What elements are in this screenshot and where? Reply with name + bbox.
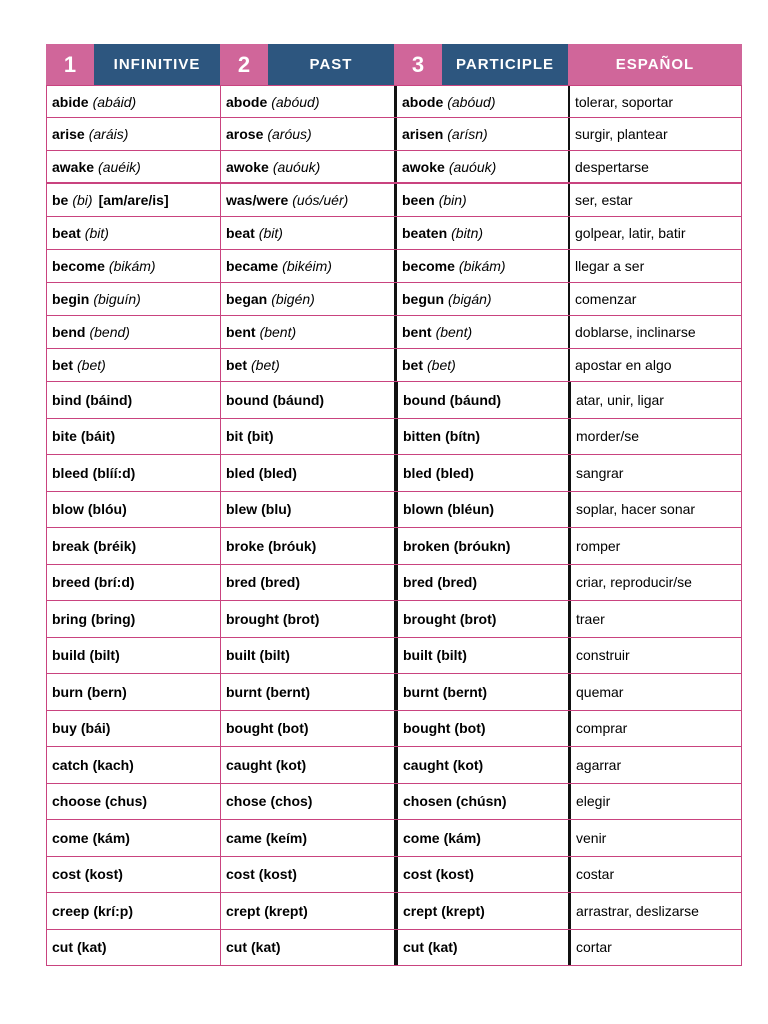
infinitive-cell	[46, 151, 220, 182]
spanish-cell: soplar, hacer sonar	[568, 492, 742, 528]
past-pronunciation: (blu)	[261, 501, 292, 518]
infinitive-word: begin	[52, 291, 90, 307]
past-cell	[220, 283, 394, 315]
participle-word: bent	[402, 324, 432, 340]
participle-pronunciation: (bernt)	[442, 683, 488, 700]
past-word: broke	[226, 537, 265, 554]
participle-cell	[394, 283, 568, 315]
past-pronunciation: (chos)	[270, 793, 313, 810]
past-pronunciation: (bernt)	[265, 683, 311, 700]
participle-cell	[394, 930, 568, 966]
spanish-cell: comprar	[568, 711, 742, 747]
participle-word: come	[403, 829, 440, 846]
table-row	[46, 419, 742, 456]
past-pronunciation: (bilt)	[259, 647, 290, 664]
infinitive-cell	[46, 747, 220, 783]
participle-cell	[394, 711, 568, 747]
participle-pronunciation: (bikám)	[458, 258, 506, 274]
past-cell	[220, 217, 394, 249]
participle-cell	[394, 316, 568, 348]
past-word: crept	[226, 902, 261, 919]
spanish-cell: agarrar	[568, 747, 742, 783]
spanish-cell: construir	[568, 638, 742, 674]
past-word: bound	[226, 391, 269, 408]
infinitive-cell	[46, 565, 220, 601]
participle-cell	[394, 893, 568, 929]
infinitive-cell	[46, 118, 220, 150]
participle-word: burnt	[403, 683, 439, 700]
table-row	[46, 747, 742, 784]
infinitive-pronunciation: (blóu)	[87, 501, 127, 518]
infinitive-pronunciation: (bréik)	[93, 537, 137, 554]
table-row	[46, 930, 742, 967]
infinitive-word: breed	[52, 574, 91, 591]
past-word: bought	[226, 720, 274, 737]
infinitive-word: come	[52, 829, 89, 846]
table-row	[46, 638, 742, 675]
spanish-cell: sangrar	[568, 455, 742, 491]
participle-pronunciation: (bred)	[437, 574, 478, 591]
participle-cell	[394, 184, 568, 216]
participle-word: caught	[403, 756, 449, 773]
infinitive-cell	[46, 86, 220, 117]
infinitive-pronunciation: (brí:d)	[94, 574, 135, 591]
infinitive-word: break	[52, 537, 90, 554]
spanish-cell: morder/se	[568, 419, 742, 455]
past-word: beat	[226, 225, 255, 241]
infinitive-cell	[46, 349, 220, 381]
participle-pronunciation: (abóud)	[447, 93, 496, 110]
participle-pronunciation: (bróukn)	[453, 537, 511, 554]
infinitive-pronunciation: (bring)	[91, 610, 136, 627]
infinitive-word: bring	[52, 610, 87, 627]
past-word: bled	[226, 464, 255, 481]
verb-table	[46, 44, 742, 966]
past-pronunciation: (keím)	[265, 829, 308, 846]
infinitive-pronunciation: (kost)	[84, 866, 123, 883]
past-cell	[220, 857, 394, 893]
participle-word: crept	[403, 902, 438, 919]
past-pronunciation: (bet)	[251, 357, 280, 373]
past-pronunciation: (bigén)	[271, 291, 315, 307]
table-row	[46, 151, 742, 184]
participle-pronunciation: (bigán)	[448, 291, 492, 307]
spanish-cell: romper	[568, 528, 742, 564]
participle-word: awoke	[402, 158, 445, 175]
participle-cell	[394, 217, 568, 249]
participle-cell	[394, 86, 568, 117]
spanish-cell: despertarse	[568, 151, 742, 182]
infinitive-cell	[46, 857, 220, 893]
past-word: abode	[226, 93, 268, 110]
table-row	[46, 118, 742, 151]
table-row	[46, 565, 742, 602]
participle-word: cut	[403, 939, 424, 956]
past-word: awoke	[226, 158, 269, 175]
table-row	[46, 250, 742, 283]
participle-word: been	[402, 192, 435, 208]
table-row	[46, 492, 742, 529]
past-cell	[220, 382, 394, 418]
table-row	[46, 820, 742, 857]
participle-pronunciation: (auóuk)	[448, 158, 497, 175]
past-cell	[220, 638, 394, 674]
participle-cell	[394, 419, 568, 455]
infinitive-pronunciation: (aráis)	[88, 126, 129, 142]
past-cell	[220, 674, 394, 710]
past-word: caught	[226, 756, 272, 773]
infinitive-word: abide	[52, 93, 89, 110]
participle-word: begun	[402, 291, 444, 307]
past-pronunciation: (bent)	[259, 324, 297, 340]
participle-word: become	[402, 258, 455, 274]
past-pronunciation: (bit)	[247, 428, 274, 445]
participle-pronunciation: (bent)	[435, 324, 473, 340]
past-cell	[220, 930, 394, 966]
col2-number: 2	[220, 44, 268, 85]
participle-pronunciation: (bitn)	[451, 225, 484, 241]
spanish-cell: arrastrar, deslizarse	[568, 893, 742, 929]
infinitive-word: awake	[52, 158, 95, 175]
past-pronunciation: (kost)	[258, 866, 297, 883]
infinitive-word: bind	[52, 391, 82, 408]
past-cell	[220, 492, 394, 528]
infinitive-word: bet	[52, 357, 73, 373]
spanish-cell: tolerar, soportar	[568, 86, 742, 117]
participle-pronunciation: (bítn)	[445, 428, 481, 445]
past-cell	[220, 784, 394, 820]
participle-pronunciation: (arísn)	[447, 126, 488, 142]
past-pronunciation: (bot)	[277, 720, 309, 737]
past-cell	[220, 419, 394, 455]
past-pronunciation: (bred)	[260, 574, 301, 591]
infinitive-word: creep	[52, 902, 90, 919]
participle-cell	[394, 349, 568, 381]
infinitive-pronunciation: (bet)	[77, 357, 106, 373]
table-row	[46, 857, 742, 894]
participle-cell	[394, 747, 568, 783]
infinitive-cell	[46, 382, 220, 418]
participle-word: chosen	[403, 793, 453, 810]
participle-cell	[394, 528, 568, 564]
participle-pronunciation: (kost)	[435, 866, 474, 883]
past-word: chose	[226, 793, 267, 810]
infinitive-pronunciation: (chus)	[105, 793, 148, 810]
table-row	[46, 217, 742, 250]
infinitive-cell	[46, 893, 220, 929]
infinitive-pronunciation: (bái)	[80, 720, 111, 737]
spanish-cell: golpear, latir, batir	[568, 217, 742, 249]
participle-cell	[394, 857, 568, 893]
past-cell	[220, 86, 394, 117]
past-cell	[220, 747, 394, 783]
infinitive-pronunciation: (blíí:d)	[92, 464, 136, 481]
infinitive-pronunciation: (báit)	[80, 428, 116, 445]
participle-pronunciation: (kat)	[428, 939, 458, 956]
past-pronunciation: (kat)	[251, 939, 281, 956]
participle-word: bred	[403, 574, 434, 591]
participle-pronunciation: (bléun)	[447, 501, 495, 518]
participle-pronunciation: (krept)	[441, 902, 485, 919]
spanish-cell: traer	[568, 601, 742, 637]
col3-number: 3	[394, 44, 442, 85]
past-word: came	[226, 829, 262, 846]
participle-pronunciation: (bet)	[427, 357, 456, 373]
past-cell	[220, 250, 394, 282]
past-word: was/were	[226, 192, 289, 208]
infinitive-cell	[46, 184, 220, 216]
infinitive-word: arise	[52, 126, 85, 142]
participle-cell	[394, 151, 568, 182]
past-pronunciation: (bróuk)	[268, 537, 317, 554]
participle-cell	[394, 638, 568, 674]
col2-label: PAST	[268, 44, 394, 85]
past-pronunciation: (báund)	[272, 391, 325, 408]
past-cell	[220, 820, 394, 856]
past-word: bred	[226, 574, 257, 591]
infinitive-cell	[46, 316, 220, 348]
table-row	[46, 382, 742, 419]
infinitive-cell	[46, 455, 220, 491]
col1-number: 1	[46, 44, 94, 85]
spanish-cell: costar	[568, 857, 742, 893]
infinitive-pronunciation: (bilt)	[89, 647, 120, 664]
participle-word: brought	[403, 610, 456, 627]
infinitive-cell	[46, 250, 220, 282]
past-pronunciation: (aróus)	[267, 126, 312, 142]
past-word: blew	[226, 501, 258, 518]
past-cell	[220, 316, 394, 348]
past-cell	[220, 184, 394, 216]
infinitive-conjugation: [am/are/is]	[98, 192, 169, 208]
infinitive-cell	[46, 784, 220, 820]
infinitive-pronunciation: (báind)	[85, 391, 133, 408]
participle-word: broken	[403, 537, 450, 554]
participle-cell	[394, 118, 568, 150]
past-cell	[220, 349, 394, 381]
infinitive-word: beat	[52, 225, 81, 241]
past-pronunciation: (kot)	[275, 756, 307, 773]
spanish-cell: elegir	[568, 784, 742, 820]
infinitive-pronunciation: (auéik)	[98, 158, 141, 175]
past-word: bent	[226, 324, 256, 340]
infinitive-pronunciation: (krí:p)	[93, 902, 134, 919]
infinitive-cell	[46, 419, 220, 455]
spanish-cell: comenzar	[568, 283, 742, 315]
past-cell	[220, 893, 394, 929]
participle-pronunciation: (bilt)	[436, 647, 467, 664]
participle-word: bought	[403, 720, 451, 737]
spanish-cell: ser, estar	[568, 184, 742, 216]
past-word: burnt	[226, 683, 262, 700]
spanish-cell: surgir, plantear	[568, 118, 742, 150]
past-pronunciation: (auóuk)	[272, 158, 321, 175]
infinitive-cell	[46, 528, 220, 564]
table-row	[46, 711, 742, 748]
table-row	[46, 349, 742, 382]
infinitive-pronunciation: (bikám)	[108, 258, 156, 274]
infinitive-word: be	[52, 192, 69, 208]
participle-pronunciation: (bot)	[454, 720, 486, 737]
past-word: became	[226, 258, 279, 274]
spanish-cell: atar, unir, ligar	[568, 382, 742, 418]
col3-label: PARTICIPLE	[442, 44, 568, 85]
infinitive-word: bend	[52, 324, 86, 340]
participle-pronunciation: (chúsn)	[456, 793, 507, 810]
participle-word: blown	[403, 501, 444, 518]
past-word: bit	[226, 428, 244, 445]
participle-pronunciation: (bin)	[438, 192, 467, 208]
table-row	[46, 784, 742, 821]
past-cell	[220, 455, 394, 491]
participle-word: arisen	[402, 126, 444, 142]
participle-cell	[394, 820, 568, 856]
infinitive-word: bleed	[52, 464, 89, 481]
past-pronunciation: (abóud)	[271, 93, 320, 110]
participle-word: cost	[403, 866, 432, 883]
spanish-cell: criar, reproducir/se	[568, 565, 742, 601]
past-word: began	[226, 291, 268, 307]
participle-cell	[394, 565, 568, 601]
past-pronunciation: (brot)	[282, 610, 320, 627]
participle-cell	[394, 784, 568, 820]
past-cell	[220, 565, 394, 601]
table-row	[46, 455, 742, 492]
participle-pronunciation: (báund)	[449, 391, 502, 408]
past-pronunciation: (krept)	[264, 902, 308, 919]
infinitive-word: burn	[52, 683, 84, 700]
infinitive-word: catch	[52, 756, 89, 773]
infinitive-cell	[46, 711, 220, 747]
table-row	[46, 184, 742, 217]
spanish-cell: doblarse, inclinarse	[568, 316, 742, 348]
infinitive-pronunciation: (bit)	[84, 225, 109, 241]
past-cell	[220, 118, 394, 150]
table-row	[46, 316, 742, 349]
infinitive-cell	[46, 217, 220, 249]
spanish-cell: venir	[568, 820, 742, 856]
spanish-cell: apostar en algo	[568, 349, 742, 381]
participle-word: abode	[402, 93, 444, 110]
past-word: cost	[226, 866, 255, 883]
past-cell	[220, 711, 394, 747]
table-header	[46, 44, 742, 85]
infinitive-pronunciation: (kach)	[92, 756, 134, 773]
participle-pronunciation: (bled)	[435, 464, 474, 481]
participle-word: bitten	[403, 428, 442, 445]
participle-cell	[394, 492, 568, 528]
infinitive-pronunciation: (bi)	[72, 192, 93, 208]
infinitive-cell	[46, 820, 220, 856]
participle-word: bound	[403, 391, 446, 408]
participle-cell	[394, 674, 568, 710]
infinitive-pronunciation: (abáid)	[92, 93, 137, 110]
infinitive-word: blow	[52, 501, 84, 518]
participle-cell	[394, 455, 568, 491]
spanish-cell: cortar	[568, 930, 742, 966]
col4-label: ESPAÑOL	[568, 44, 742, 85]
infinitive-cell	[46, 674, 220, 710]
infinitive-pronunciation: (kám)	[92, 829, 130, 846]
past-cell	[220, 601, 394, 637]
past-pronunciation: (bled)	[258, 464, 297, 481]
table-row	[46, 85, 742, 118]
table-row	[46, 601, 742, 638]
table-row	[46, 674, 742, 711]
infinitive-word: cut	[52, 939, 73, 956]
infinitive-pronunciation: (bern)	[87, 683, 127, 700]
past-pronunciation: (bit)	[258, 225, 283, 241]
spanish-cell: quemar	[568, 674, 742, 710]
past-pronunciation: (uós/uér)	[292, 192, 349, 208]
participle-pronunciation: (kot)	[452, 756, 484, 773]
table-row	[46, 528, 742, 565]
infinitive-cell	[46, 283, 220, 315]
infinitive-word: choose	[52, 793, 102, 810]
past-word: built	[226, 647, 256, 664]
infinitive-pronunciation: (biguín)	[93, 291, 141, 307]
past-cell	[220, 528, 394, 564]
infinitive-word: bite	[52, 428, 77, 445]
participle-pronunciation: (kám)	[443, 829, 481, 846]
past-word: cut	[226, 939, 247, 956]
spanish-cell: llegar a ser	[568, 250, 742, 282]
participle-word: bled	[403, 464, 432, 481]
table-body	[46, 85, 742, 966]
past-word: bet	[226, 357, 247, 373]
past-word: brought	[226, 610, 279, 627]
col1-label: INFINITIVE	[94, 44, 220, 85]
infinitive-pronunciation: (kat)	[77, 939, 107, 956]
infinitive-pronunciation: (bend)	[89, 324, 130, 340]
past-word: arose	[226, 126, 264, 142]
participle-cell	[394, 250, 568, 282]
infinitive-cell	[46, 638, 220, 674]
table-row	[46, 283, 742, 316]
participle-word: beaten	[402, 225, 448, 241]
infinitive-word: cost	[52, 866, 81, 883]
infinitive-word: build	[52, 647, 86, 664]
infinitive-cell	[46, 930, 220, 966]
past-pronunciation: (bikéim)	[282, 258, 332, 274]
infinitive-cell	[46, 601, 220, 637]
participle-word: built	[403, 647, 433, 664]
participle-pronunciation: (brot)	[459, 610, 497, 627]
past-cell	[220, 151, 394, 182]
infinitive-cell	[46, 492, 220, 528]
infinitive-word: become	[52, 258, 105, 274]
participle-word: bet	[402, 357, 423, 373]
infinitive-word: buy	[52, 720, 77, 737]
participle-cell	[394, 382, 568, 418]
table-row	[46, 893, 742, 930]
participle-cell	[394, 601, 568, 637]
